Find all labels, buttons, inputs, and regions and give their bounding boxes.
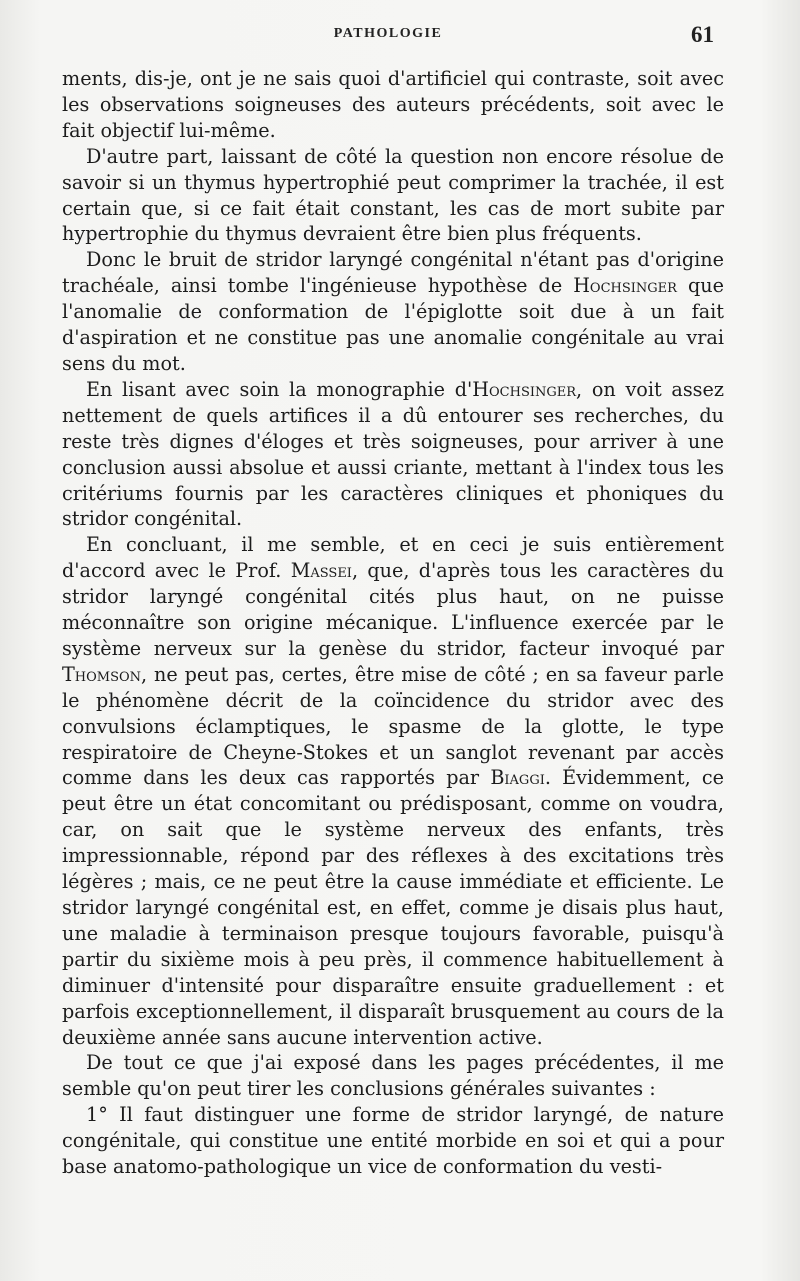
author-name: Thomson xyxy=(62,662,142,686)
paragraph xyxy=(62,66,724,144)
running-head: PATHOLOGIE xyxy=(333,26,443,41)
body-text xyxy=(62,66,724,1180)
author-name: Hochsinger xyxy=(573,274,677,298)
text-run: , que, d'après tous les caractères du stridor laryngé congénital cités plus haut, on ne puisse méconnaître son origine mécanique. L'influence exercée par le système nerveux sur la genèse du stridor, facteur invoqué par xyxy=(62,559,724,660)
text-run: D'autre part, laissant de côté la question non encore résolue de savoir si un thymus hypertrophié peut comprimer la trachée, il est certain que, si ce fait était constant, les cas de mort subite par hypertrophie du thymus devraient être bien plus fréquents. xyxy=(62,144,724,246)
paragraph xyxy=(62,532,724,1050)
paragraph xyxy=(62,1102,724,1180)
text-run: , on voit assez nettement de quels artifices il a dû entourer ses recherches, du reste très dignes d'éloges et très soigneuses, pour arriver à une conclusion aussi absolue et aussi criante, mettant à l'index tous les critériums fournis par les caractères cliniques et phoniques du stridor congénital. xyxy=(62,377,724,531)
text-run: De tout ce que j'ai exposé dans les pages précédentes, il me semble qu'on peut tirer les conclusions générales suivantes : xyxy=(62,1051,724,1101)
text-run: que l'anomalie de conformation de l'épiglotte soit due à un fait d'aspiration et ne constitue pas une anomalie congénitale au vrai sens du mot. xyxy=(62,274,724,375)
text-run: , ne peut pas, certes, être mise de côté ; en sa faveur parle le phénomène décrit de la coïncidence du stridor avec des convulsions éclamptiques, le spasme de la glotte, le type respiratoire de Cheyne-Stokes et un sanglot revenant par accès comme dans les deux cas rapportés par xyxy=(62,662,724,790)
text-run: Donc le bruit de stridor laryngé congénital n'étant pas d'origine trachéale, ainsi tombe l'ingénieuse hypothèse de xyxy=(62,248,724,298)
text-run: 1° Il faut distinguer une forme de stridor laryngé, de nature congénitale, qui constitue une entité morbide en soi et qui a pour base anatomo-pathologique un vice de conformation du vesti- xyxy=(62,1103,724,1179)
text-run: En lisant avec soin la monographie d' xyxy=(86,377,473,401)
paragraph xyxy=(62,377,724,532)
author-name: Biaggi xyxy=(490,766,545,790)
text-run: En concluant, il me semble, et en ceci je suis entièrement d'accord avec le Prof. xyxy=(62,533,724,583)
paragraph xyxy=(62,144,724,248)
text-run: ments, dis-je, ont je ne sais quoi d'artificiel qui contraste, soit avec les observations soigneuses des auteurs précédents, soit avec le fait objectif lui-même. xyxy=(62,67,724,142)
paragraph xyxy=(62,247,724,377)
paragraph xyxy=(62,1050,724,1102)
author-name: Massei xyxy=(290,559,352,583)
author-name: Hochsinger xyxy=(472,377,577,401)
page-number: 61 xyxy=(691,22,714,47)
page-header xyxy=(62,22,714,52)
text-run: . Évidemment, ce peut être un état concomitant ou prédisposant, comme on voudra, car, on sait que le système nerveux des enfants, très impressionnable, répond par des réflexes à des excitations très légères ; mais, ce ne peut être la cause immédiate et efficiente. Le stridor laryngé congénital est, en effet, comme je disais plus haut, une maladie à terminaison presque toujours favorable, puisqu'à partir du sixième mois à peu près, il commence habituellement à diminuer d'intensité pour disparaître ensuite graduellement : et parfois exceptionnellement, il disparaît brusquement au cours de la deuxième année sans aucune intervention active. xyxy=(62,766,724,1049)
